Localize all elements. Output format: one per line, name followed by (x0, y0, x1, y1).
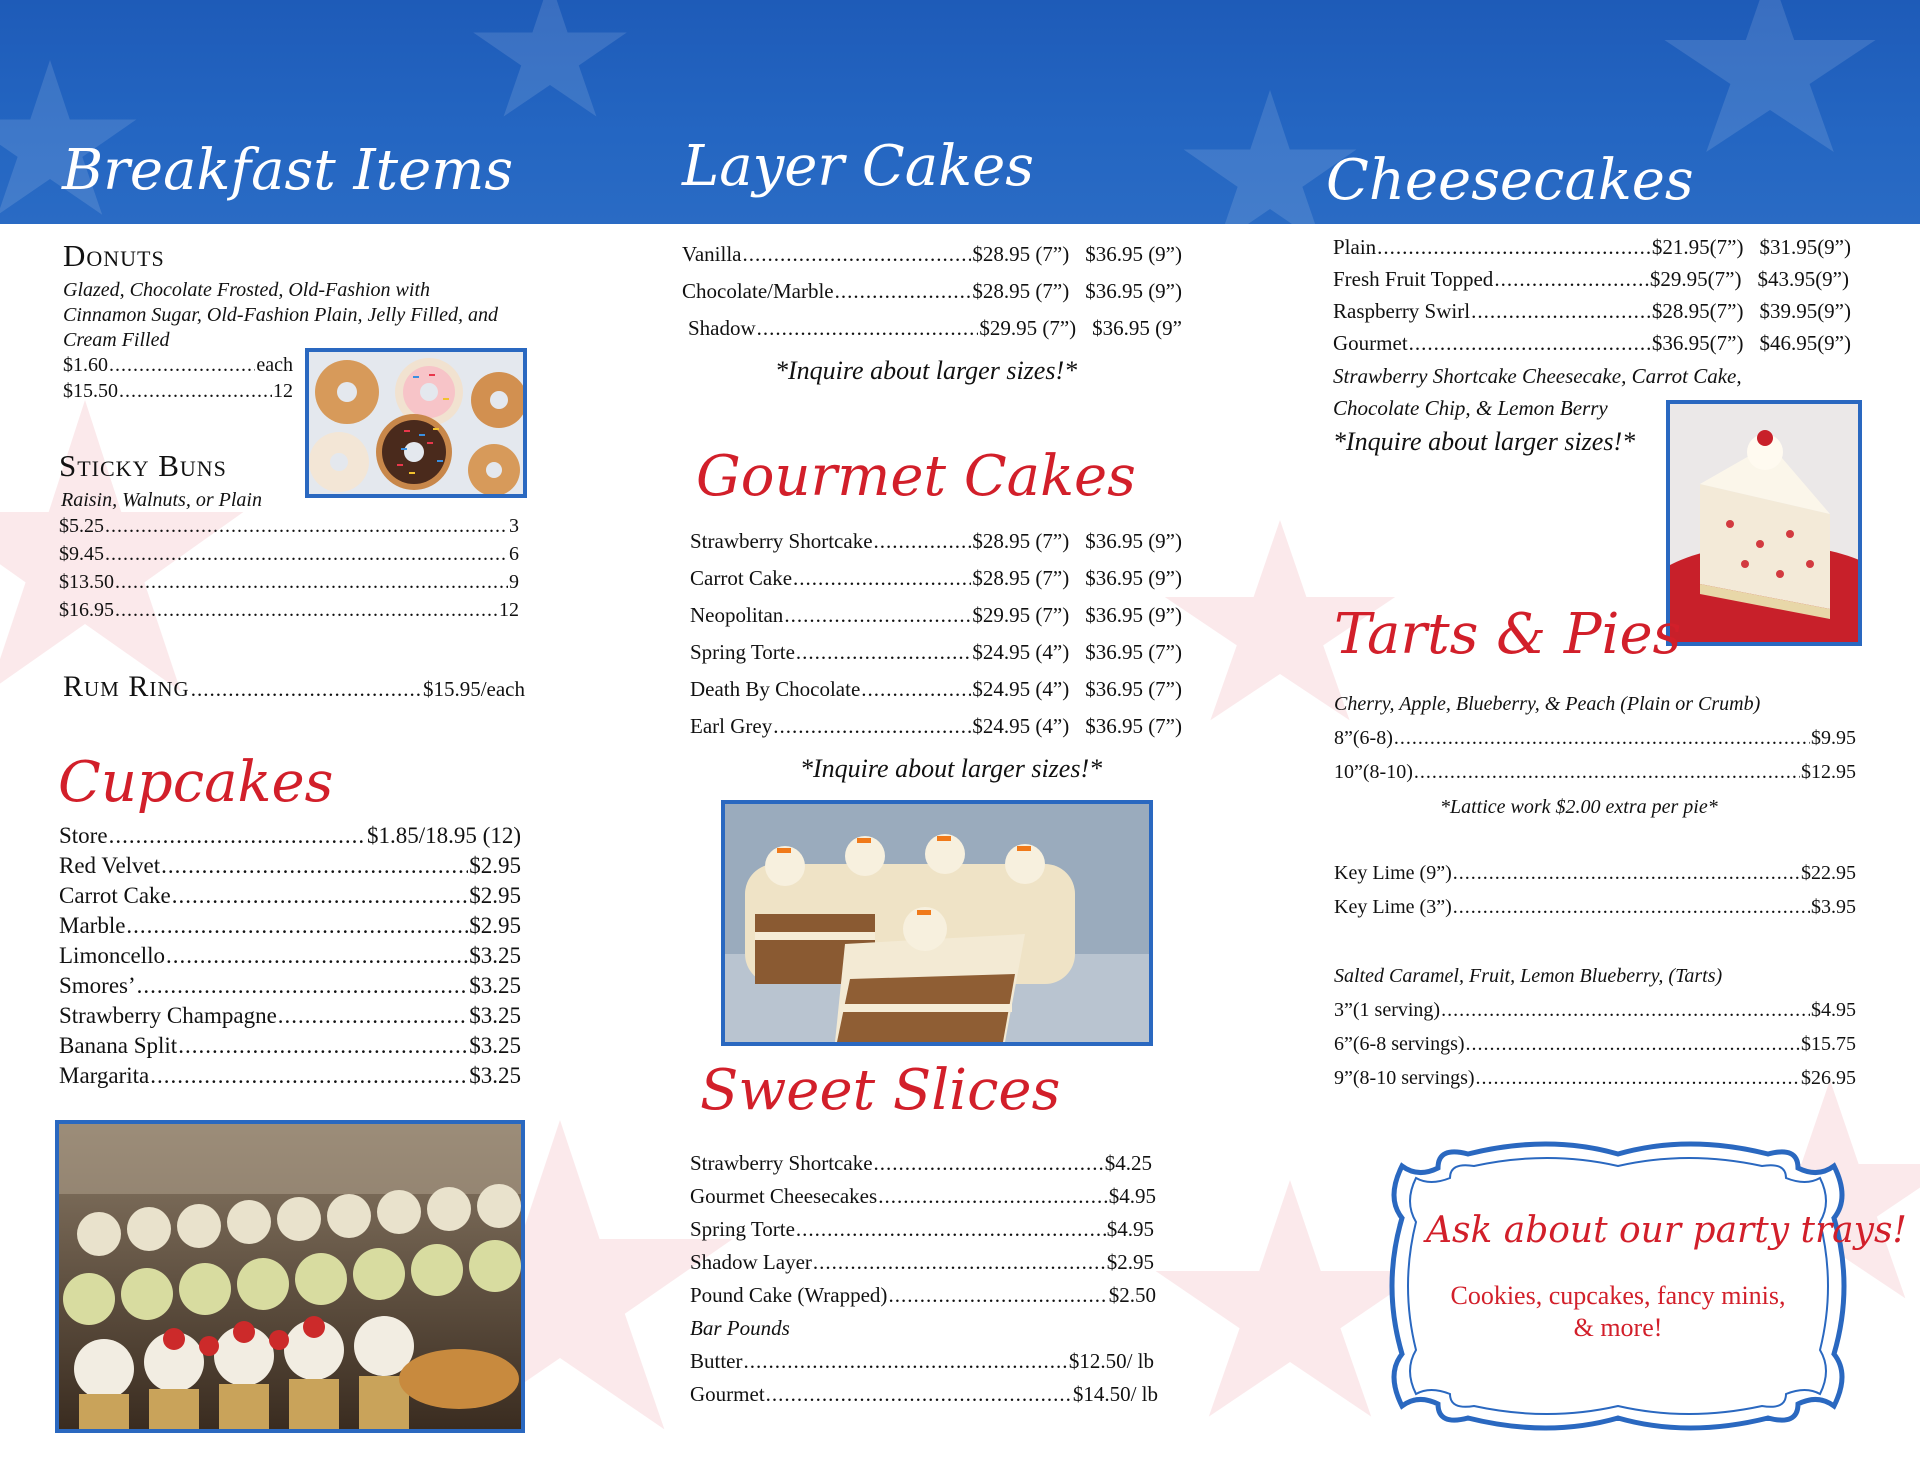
star-decoration (470, 0, 630, 130)
item-name: Red Velvet (59, 853, 161, 878)
gourmet-cake-row (690, 603, 1182, 628)
price: $12.50/ lb (1068, 1349, 1154, 1373)
price-large: $36.95 (7”) (1085, 640, 1182, 664)
price: $15.50 (63, 380, 118, 402)
donut-price-row (63, 354, 293, 377)
donuts-photo (305, 348, 527, 498)
heading-cheesecakes: Cheesecakes (1326, 148, 1694, 213)
price-small: $28.95 (7”) (972, 279, 1070, 303)
sticky-price-row (59, 571, 519, 594)
price-large: $46.95(9”) (1759, 331, 1851, 355)
item-name: Carrot Cake (690, 566, 793, 590)
item-name: 6”(6-8 servings) (1334, 1033, 1465, 1055)
cupcake-row (59, 943, 521, 969)
price-large: $36.95 (9”) (1085, 566, 1182, 590)
price-large: $39.95(9”) (1759, 299, 1851, 323)
price-large: $36.95 (9”) (1085, 529, 1182, 553)
unit: each (256, 354, 293, 376)
bar-pounds-title: Bar Pounds (690, 1316, 790, 1340)
item-name: 3”(1 serving) (1334, 999, 1441, 1021)
cupcake-row (59, 823, 521, 849)
price-large: $31.95(9”) (1759, 235, 1851, 259)
cupcake-display-photo (55, 1120, 525, 1433)
item-name: Margarita (59, 1063, 150, 1088)
price: $1.60 (63, 354, 108, 376)
item-name: Strawberry Shortcake (690, 529, 873, 553)
price-small: $29.95(7”) (1649, 267, 1742, 291)
cupcake-row (59, 1003, 521, 1029)
item-name: Chocolate/Marble (682, 279, 834, 303)
item-name: Strawberry Champagne (59, 1003, 277, 1028)
gourmet-cake-row (690, 566, 1182, 591)
heading-tarts-pies: Tarts & Pies (1334, 602, 1682, 667)
donut-price-row (63, 380, 293, 403)
price: $15.95/each (422, 677, 525, 701)
price: $1.85/18.95 (12) (367, 823, 521, 848)
cheesecake-row (1333, 331, 1851, 356)
price: $3.25 (469, 1003, 521, 1028)
party-line: Cookies, cupcakes, fancy minis, (1450, 1281, 1786, 1310)
fruit-pies-title: Cherry, Apple, Blueberry, & Peach (Plain or Crumb) (1334, 693, 1761, 715)
price-small: $28.95 (7”) (972, 566, 1070, 590)
heading-breakfast: Breakfast Items (62, 138, 514, 203)
heading-layer-cakes: Layer Cakes (682, 134, 1034, 199)
unit: 9 (509, 571, 519, 593)
gourmet-cake-row (690, 529, 1182, 554)
key-lime-row (1334, 862, 1856, 885)
price: $2.95 (469, 853, 521, 878)
price: $9.45 (59, 543, 104, 565)
cupcake-row (59, 1033, 521, 1059)
price: $16.95 (59, 599, 114, 621)
price-small: $24.95 (4”) (972, 714, 1070, 738)
sweet-slice-row (690, 1250, 1154, 1275)
layer-cake-row (682, 242, 1182, 267)
item-name: Pound Cake (Wrapped) (690, 1283, 888, 1307)
price: $4.95 (1108, 1184, 1156, 1208)
price: $12.95 (1801, 761, 1856, 783)
item-name: Spring Torte (690, 1217, 795, 1241)
cupcake-row (59, 883, 521, 909)
price-large: $36.95 (9” (1092, 316, 1182, 340)
price: $22.95 (1801, 862, 1856, 884)
cupcake-row (59, 853, 521, 879)
price-small: $29.95 (7”) (972, 603, 1070, 627)
price-small: $24.95 (4”) (972, 677, 1070, 701)
sweet-slice-row (690, 1283, 1156, 1308)
item-name: Vanilla (682, 242, 742, 266)
tart-row (1334, 1067, 1856, 1090)
gourmet-cake-row (690, 714, 1182, 739)
price-large: $36.95 (9”) (1085, 279, 1182, 303)
cupcake-row (59, 913, 521, 939)
price: $4.95 (1106, 1217, 1154, 1241)
price-small: $28.95 (7”) (972, 242, 1070, 266)
pie-row (1334, 727, 1856, 750)
cupcake-row (59, 1063, 521, 1089)
item-name: Gourmet (690, 1382, 765, 1406)
cheesecake-row (1333, 299, 1851, 324)
price: $3.25 (469, 973, 521, 998)
price: $4.25 (1104, 1151, 1152, 1175)
tarts-title: Salted Caramel, Fruit, Lemon Blueberry, (Tarts) (1334, 965, 1723, 987)
price: $3.95 (1811, 896, 1856, 918)
cheesecake-flavors: Strawberry Shortcake Cheesecake, Carrot Cake, Chocolate Chip, & Lemon Berry (1333, 364, 1742, 420)
price: $4.95 (1811, 999, 1856, 1021)
donuts-title: Donuts (63, 238, 165, 273)
sticky-price-row (59, 543, 519, 566)
item-name: Key Lime (9”) (1334, 862, 1452, 884)
bar-pound-row (690, 1349, 1154, 1374)
price-large: $36.95 (7”) (1085, 714, 1182, 738)
price: $14.50/ lb (1072, 1382, 1158, 1406)
sweet-slice-row (690, 1217, 1154, 1242)
carrot-cake-photo (721, 800, 1153, 1046)
gourmet-cake-row (690, 677, 1182, 702)
price: $2.50 (1108, 1283, 1156, 1307)
item-name: Carrot Cake (59, 883, 171, 908)
inquire-note: *Inquire about larger sizes!* (800, 754, 1103, 783)
heading-sweet-slices: Sweet Slices (700, 1058, 1061, 1123)
unit: 12 (499, 599, 519, 621)
cupcake-row (59, 973, 521, 999)
item-name: Limoncello (59, 943, 166, 968)
item-name: 9”(8-10 servings) (1334, 1067, 1475, 1089)
item-name: Spring Torte (690, 640, 795, 664)
sticky-buns-title: Sticky Buns (59, 448, 227, 483)
item-name: Death By Chocolate (690, 677, 861, 701)
item-name: Smores’ (59, 973, 136, 998)
inquire-note: *Inquire about larger sizes!* (1333, 427, 1636, 456)
price: $5.25 (59, 515, 104, 537)
item-name: Raspberry Swirl (1333, 299, 1471, 323)
tart-row (1334, 999, 1856, 1022)
item-name: Plain (1333, 235, 1377, 259)
sticky-buns-description: Raisin, Walnuts, or Plain (61, 489, 262, 511)
sweet-slice-row (690, 1151, 1152, 1176)
party-line: & more! (1573, 1313, 1663, 1342)
party-trays-box (1378, 1138, 1907, 1434)
inquire-note: *Inquire about larger sizes!* (775, 356, 1078, 385)
unit: 6 (509, 543, 519, 565)
price: $3.25 (469, 1063, 521, 1088)
price: $2.95 (469, 883, 521, 908)
cheesecake-row (1333, 267, 1849, 292)
item-name: Shadow Layer (690, 1250, 812, 1274)
pie-row (1334, 761, 1856, 784)
item-name: Butter (690, 1349, 743, 1373)
sticky-price-row (59, 515, 519, 538)
item-name: Earl Grey (690, 714, 773, 738)
unit: 12 (273, 380, 293, 402)
price-large: $43.95(9”) (1757, 267, 1849, 291)
item-name: 8”(6-8) (1334, 727, 1393, 749)
layer-cake-row (688, 316, 1182, 341)
key-lime-row (1334, 896, 1856, 919)
item-name: Neopolitan (690, 603, 784, 627)
price: $2.95 (1106, 1250, 1154, 1274)
unit: 3 (509, 515, 519, 537)
party-trays-title: Ask about our party trays! (1426, 1210, 1907, 1251)
price-small: $36.95(7”) (1651, 331, 1744, 355)
item-name: Key Lime (3”) (1334, 896, 1452, 918)
price-small: $24.95 (4”) (972, 640, 1070, 664)
price: $9.95 (1811, 727, 1856, 749)
star-decoration (1660, 0, 1880, 170)
heading-cupcakes: Cupcakes (58, 750, 334, 815)
price: $2.95 (469, 913, 521, 938)
sticky-price-row (59, 599, 519, 622)
item-name: Marble (59, 913, 126, 938)
price-large: $36.95 (9”) (1085, 242, 1182, 266)
price-small: $21.95(7”) (1651, 235, 1744, 259)
sweet-slice-row (690, 1184, 1156, 1209)
gourmet-cake-row (690, 640, 1182, 665)
cheesecake-row (1333, 235, 1851, 260)
item-name: Gourmet (1333, 331, 1408, 355)
item-name: 10”(8-10) (1334, 761, 1413, 783)
price: $3.25 (469, 1033, 521, 1058)
item-name: Store (59, 823, 108, 848)
item-name: Strawberry Shortcake (690, 1151, 873, 1175)
item-name: Shadow (688, 316, 756, 340)
layer-cake-row (682, 279, 1182, 304)
donuts-description: Glazed, Chocolate Frosted, Old-Fashion with Cinnamon Sugar, Old-Fashion Plain, Jelly Filled, and Cream Filled (63, 279, 498, 351)
item-name: Gourmet Cheesecakes (690, 1184, 878, 1208)
rum-ring-title: Rum Ring (63, 670, 190, 703)
price: $13.50 (59, 571, 114, 593)
price-small: $28.95 (7”) (972, 529, 1070, 553)
party-trays-text (1418, 1280, 1818, 1344)
item-name: Fresh Fruit Topped (1333, 267, 1494, 291)
cheesecake-photo (1666, 400, 1862, 646)
price-large: $36.95 (9”) (1085, 603, 1182, 627)
price-large: $36.95 (7”) (1085, 677, 1182, 701)
tart-row (1334, 1033, 1856, 1056)
price-small: $28.95(7”) (1651, 299, 1744, 323)
price: $3.25 (469, 943, 521, 968)
price: $26.95 (1801, 1067, 1856, 1089)
price-small: $29.95 (7”) (979, 316, 1077, 340)
price: $15.75 (1801, 1033, 1856, 1055)
heading-gourmet-cakes: Gourmet Cakes (696, 444, 1136, 509)
lattice-note: *Lattice work $2.00 extra per pie* (1440, 796, 1718, 818)
bar-pound-row (690, 1382, 1158, 1407)
rum-ring-row (63, 670, 525, 704)
item-name: Banana Split (59, 1033, 178, 1058)
